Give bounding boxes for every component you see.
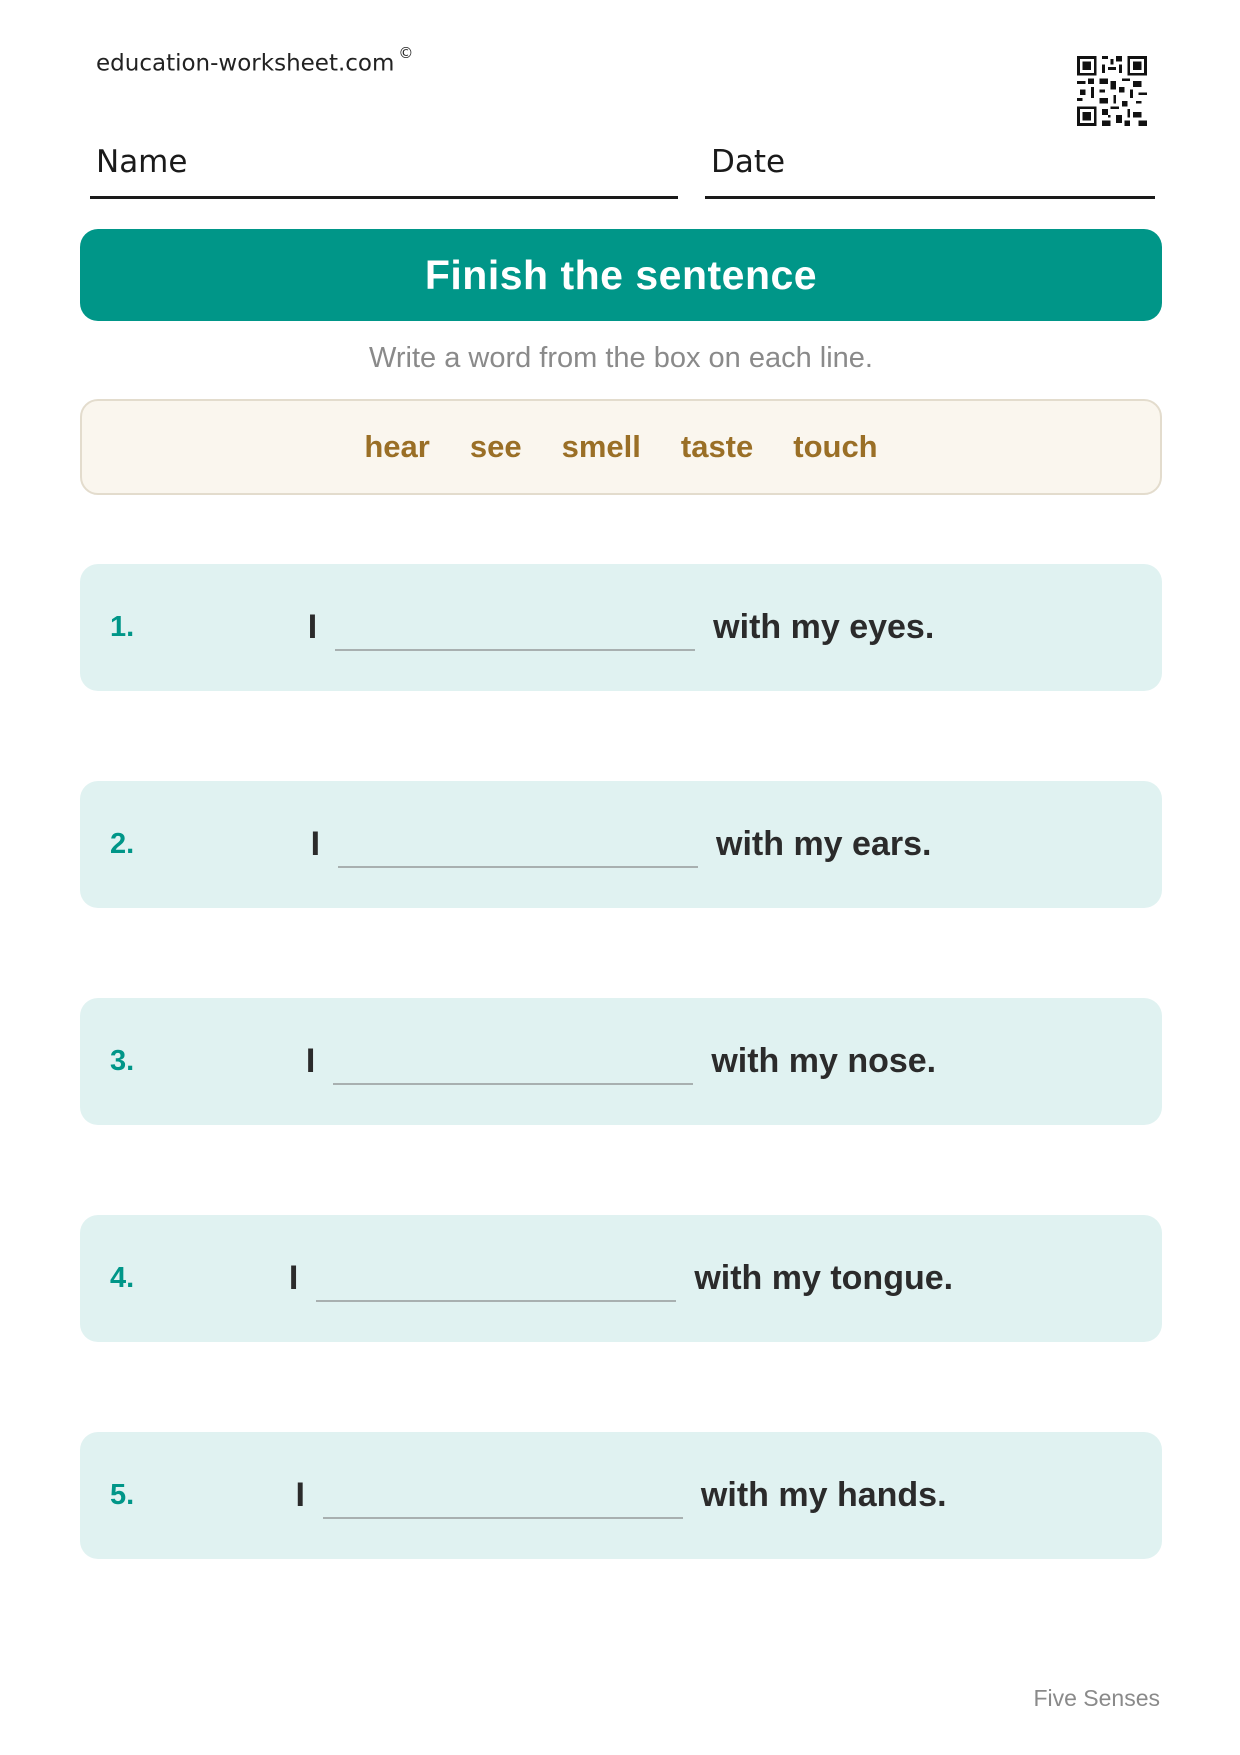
sentence-start: I [295, 1476, 305, 1514]
sentence-end: with my eyes. [713, 608, 935, 646]
site-url-text: education-worksheet.com [96, 50, 395, 77]
sentence-start: I [310, 825, 321, 863]
word-bank-item: hear [364, 429, 430, 464]
sentence-start: I [288, 1259, 299, 1297]
question-number: 1. [110, 611, 135, 643]
name-label: Name [96, 144, 188, 180]
answer-blank[interactable] [333, 1083, 693, 1085]
question-number: 2. [110, 828, 135, 860]
answer-blank[interactable] [335, 649, 695, 651]
sentence-end: with my ears. [716, 825, 932, 863]
date-field[interactable] [705, 140, 1155, 199]
sentence [80, 564, 1162, 691]
sentence-end: with my hands. [700, 1476, 947, 1514]
sentence [80, 781, 1162, 908]
instruction-text: Write a word from the box on each line. [369, 342, 873, 374]
question-number: 4. [110, 1262, 135, 1294]
qr-code-icon [1077, 56, 1147, 126]
question-number: 5. [110, 1479, 135, 1511]
word-bank-box [80, 399, 1162, 495]
sentence-end: with my tongue. [694, 1259, 954, 1297]
word-bank-item: touch [793, 429, 878, 464]
word-bank-item: taste [680, 429, 754, 464]
sentence [80, 998, 1162, 1125]
date-label: Date [711, 144, 786, 180]
answer-blank[interactable] [323, 1517, 683, 1519]
name-field[interactable] [90, 140, 678, 199]
sentence-end: with my nose. [711, 1042, 937, 1080]
question-row [80, 564, 1162, 691]
answer-blank[interactable] [316, 1300, 676, 1302]
question-row [80, 1432, 1162, 1559]
sentence [80, 1215, 1162, 1342]
question-row [80, 1215, 1162, 1342]
sentence-start: I [305, 1042, 316, 1080]
question-row [80, 998, 1162, 1125]
copyright-mark: © [398, 44, 414, 62]
answer-blank[interactable] [338, 866, 698, 868]
footer-topic: Five Senses [1033, 1685, 1160, 1711]
word-bank-item: smell [561, 429, 641, 464]
question-row [80, 781, 1162, 908]
word-bank-item: see [469, 429, 522, 464]
sentence [80, 1432, 1162, 1559]
page-title: Finish the sentence [424, 251, 818, 298]
title-banner [80, 229, 1162, 321]
sentence-start: I [307, 608, 318, 646]
site-url [96, 44, 414, 77]
question-number: 3. [110, 1045, 135, 1077]
